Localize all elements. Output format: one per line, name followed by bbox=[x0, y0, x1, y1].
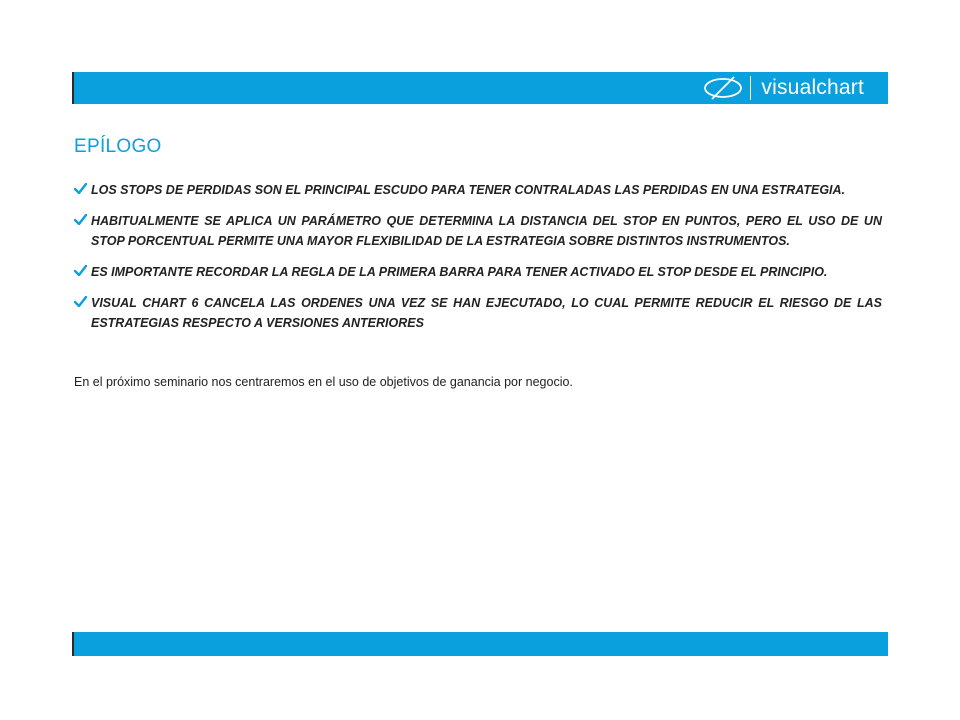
bullet-text: HABITUALMENTE SE APLICA UN PARÁMETRO QUE DETERMINA LA DISTANCIA DEL STOP EN PUNTOS, PERO EL USO DE UN STOP PORCENTUAL PERMITE UNA MAYOR FLEXIBILIDAD DE LA ESTRATEGIA SOBRE DISTINTOS INSTRUMENTOS. bbox=[91, 214, 882, 248]
bullet-item bbox=[74, 211, 882, 251]
bullet-text: ES IMPORTANTE RECORDAR LA REGLA DE LA PRIMERA BARRA PARA TENER ACTIVADO EL STOP DESDE EL PRINCIPIO. bbox=[91, 265, 828, 279]
visualchart-logo-icon bbox=[702, 75, 744, 101]
bullet-text: VISUAL CHART 6 CANCELA LAS ORDENES UNA VEZ SE HAN EJECUTADO, LO CUAL PERMITE REDUCIR EL RIESGO DE LAS ESTRATEGIAS RESPECTO A VERSIONES ANTERIORES bbox=[91, 296, 882, 330]
bullet-item bbox=[74, 262, 882, 282]
check-icon bbox=[74, 265, 87, 276]
bullet-text: LOS STOPS DE PERDIDAS SON EL PRINCIPAL ESCUDO PARA TENER CONTRALADAS LAS PERDIDAS EN UNA ESTRATEGIA. bbox=[91, 183, 846, 197]
check-icon bbox=[74, 183, 87, 194]
footer-bar bbox=[72, 632, 888, 656]
bullet-item bbox=[74, 180, 882, 200]
brand-name: visualchart bbox=[761, 76, 864, 99]
page-title: EPÍLOGO bbox=[74, 136, 162, 157]
logo-divider bbox=[750, 76, 751, 100]
check-icon bbox=[74, 296, 87, 307]
bullet-list bbox=[74, 180, 882, 344]
check-icon bbox=[74, 214, 87, 225]
bullet-item bbox=[74, 293, 882, 333]
brand-logo bbox=[702, 75, 864, 101]
header-bar bbox=[72, 72, 888, 104]
closing-text: En el próximo seminario nos centraremos en el uso de objetivos de ganancia por negocio. bbox=[74, 375, 573, 389]
